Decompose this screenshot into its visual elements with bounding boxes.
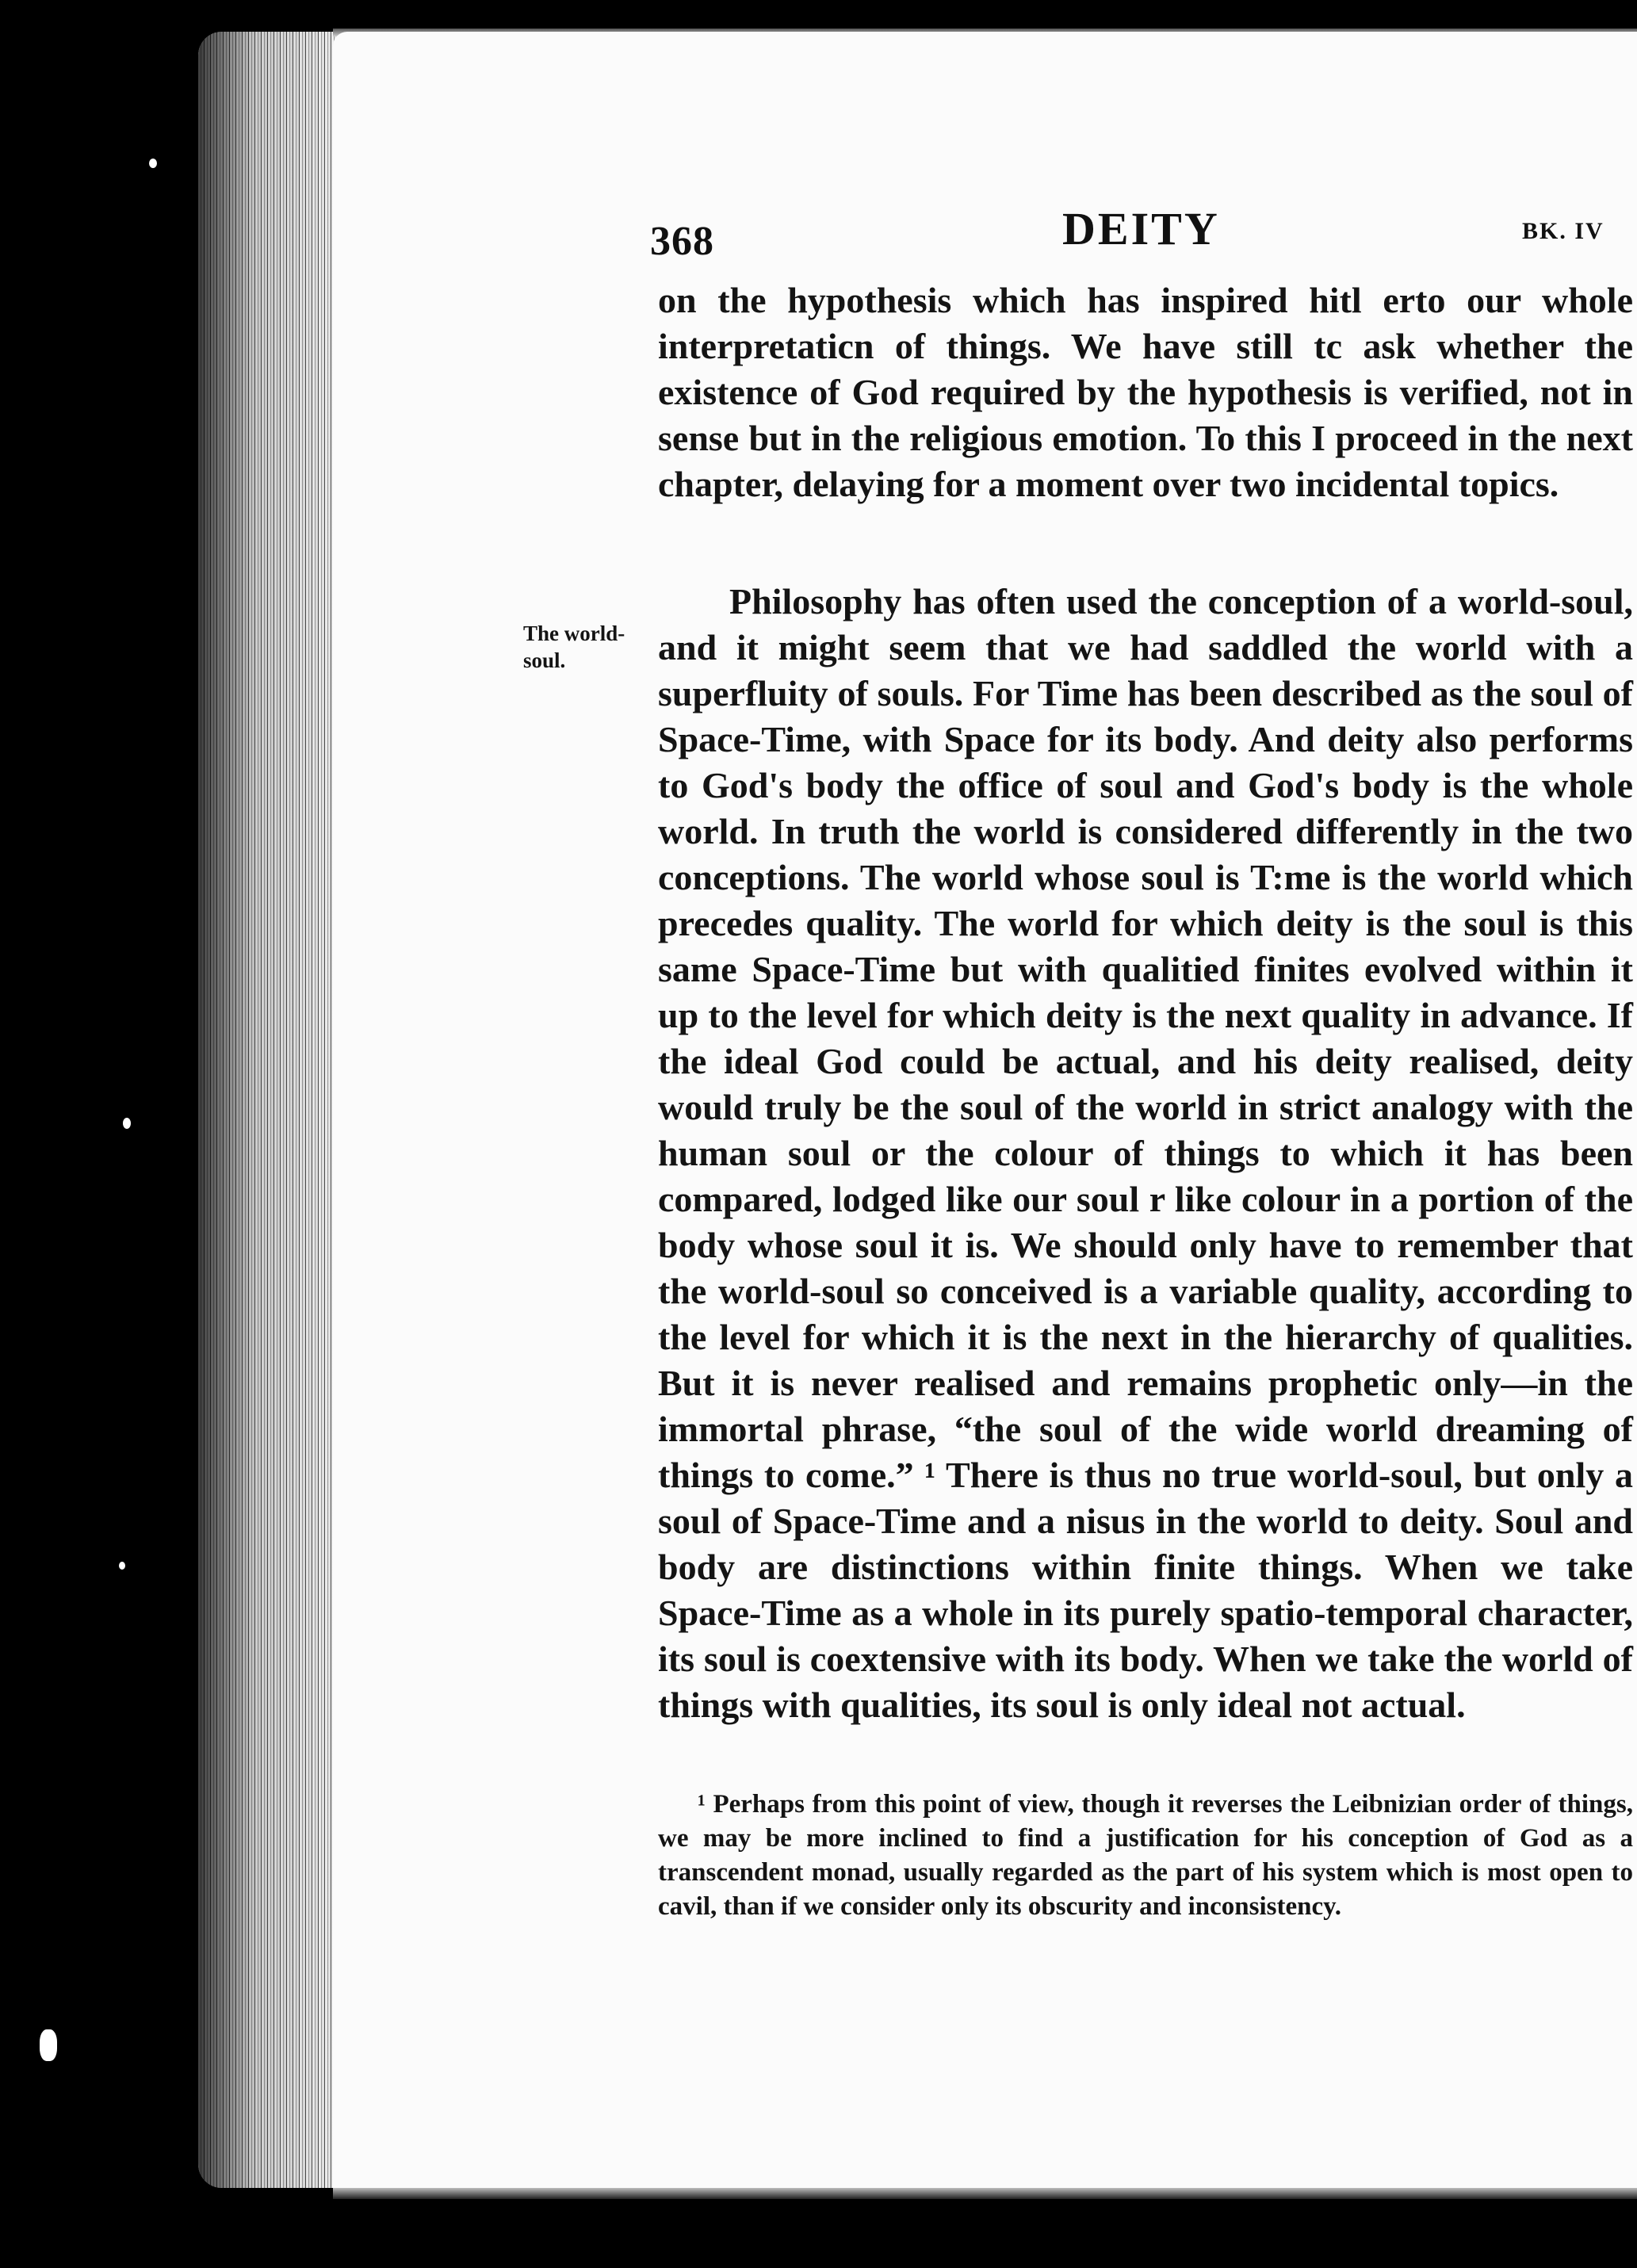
book-reference: BK. IV — [1522, 218, 1604, 244]
marginal-note: The world-soul. — [523, 622, 625, 672]
book-edge-shadow — [198, 32, 341, 2188]
running-title: DEITY — [1062, 203, 1220, 254]
footnote: ¹ Perhaps from this point of view, though it reverses the Leibnizian order of things, we may be more inclined to find a justification for his conception of God as a transcendent monad, usually regarded as the part of his system which is most open to cavil, than if we consider only its obscurity and inconsistency. — [658, 1790, 1633, 1921]
paragraph-1: on the hypothesis which has inspired hitl erto our whole interpretaticn of things. We have still tc ask whether the existence of God required by the hypothesis is verified, not in sense but in the religious emotion. To this I proceed in the next chapter, delaying for a moment over two incidental topics. — [658, 280, 1633, 504]
scan-speck — [123, 1118, 131, 1129]
running-head — [650, 202, 1637, 266]
scan-speck — [40, 2029, 57, 2061]
page-bottom-edge — [333, 2188, 1637, 2199]
paragraph-2: Philosophy has often used the conception of a world-soul, and it might seem that we had saddled the world with a superfluity of souls. For Time has been described as the soul of Space-Time, with Space for its body. And deity also performs to God's body the office of soul and God's body is the whole world. In truth the world is considered differently in the two conceptions. The world whose soul is T:me is the world which precedes quality. The world for which deity is the soul is this same Space-Time but with qualitied finites evolved within it up to the level for which deity is the next quality in advance. If the ideal God could be actual, and his deity realised, deity would truly be the soul of the world in strict analogy with the human soul or the colour of things to which it has been compared, lodged like our soul r like colour in a portion of the body whose soul it is. We should only have to remember that the world-soul so conceived is a variable quality, according to the level for which it is the next in the hierarchy of qualities. But it is never realised and remains prophetic only—in the immortal phrase, “the soul of the wide world dreaming of things to come.” ¹ There is thus no true world-soul, but only a soul of Space-Time and a nisus in the world to deity. Soul and body are distinctions within finite things. When we take Space-Time as a whole in its purely spatio-temporal character, its soul is coextensive with its body. When we take the world of things with qualities, its soul is only ideal not actual. — [658, 581, 1633, 1725]
page-number: 368 — [650, 219, 714, 264]
scan-speck — [119, 1562, 125, 1570]
scan-speck — [149, 159, 157, 168]
